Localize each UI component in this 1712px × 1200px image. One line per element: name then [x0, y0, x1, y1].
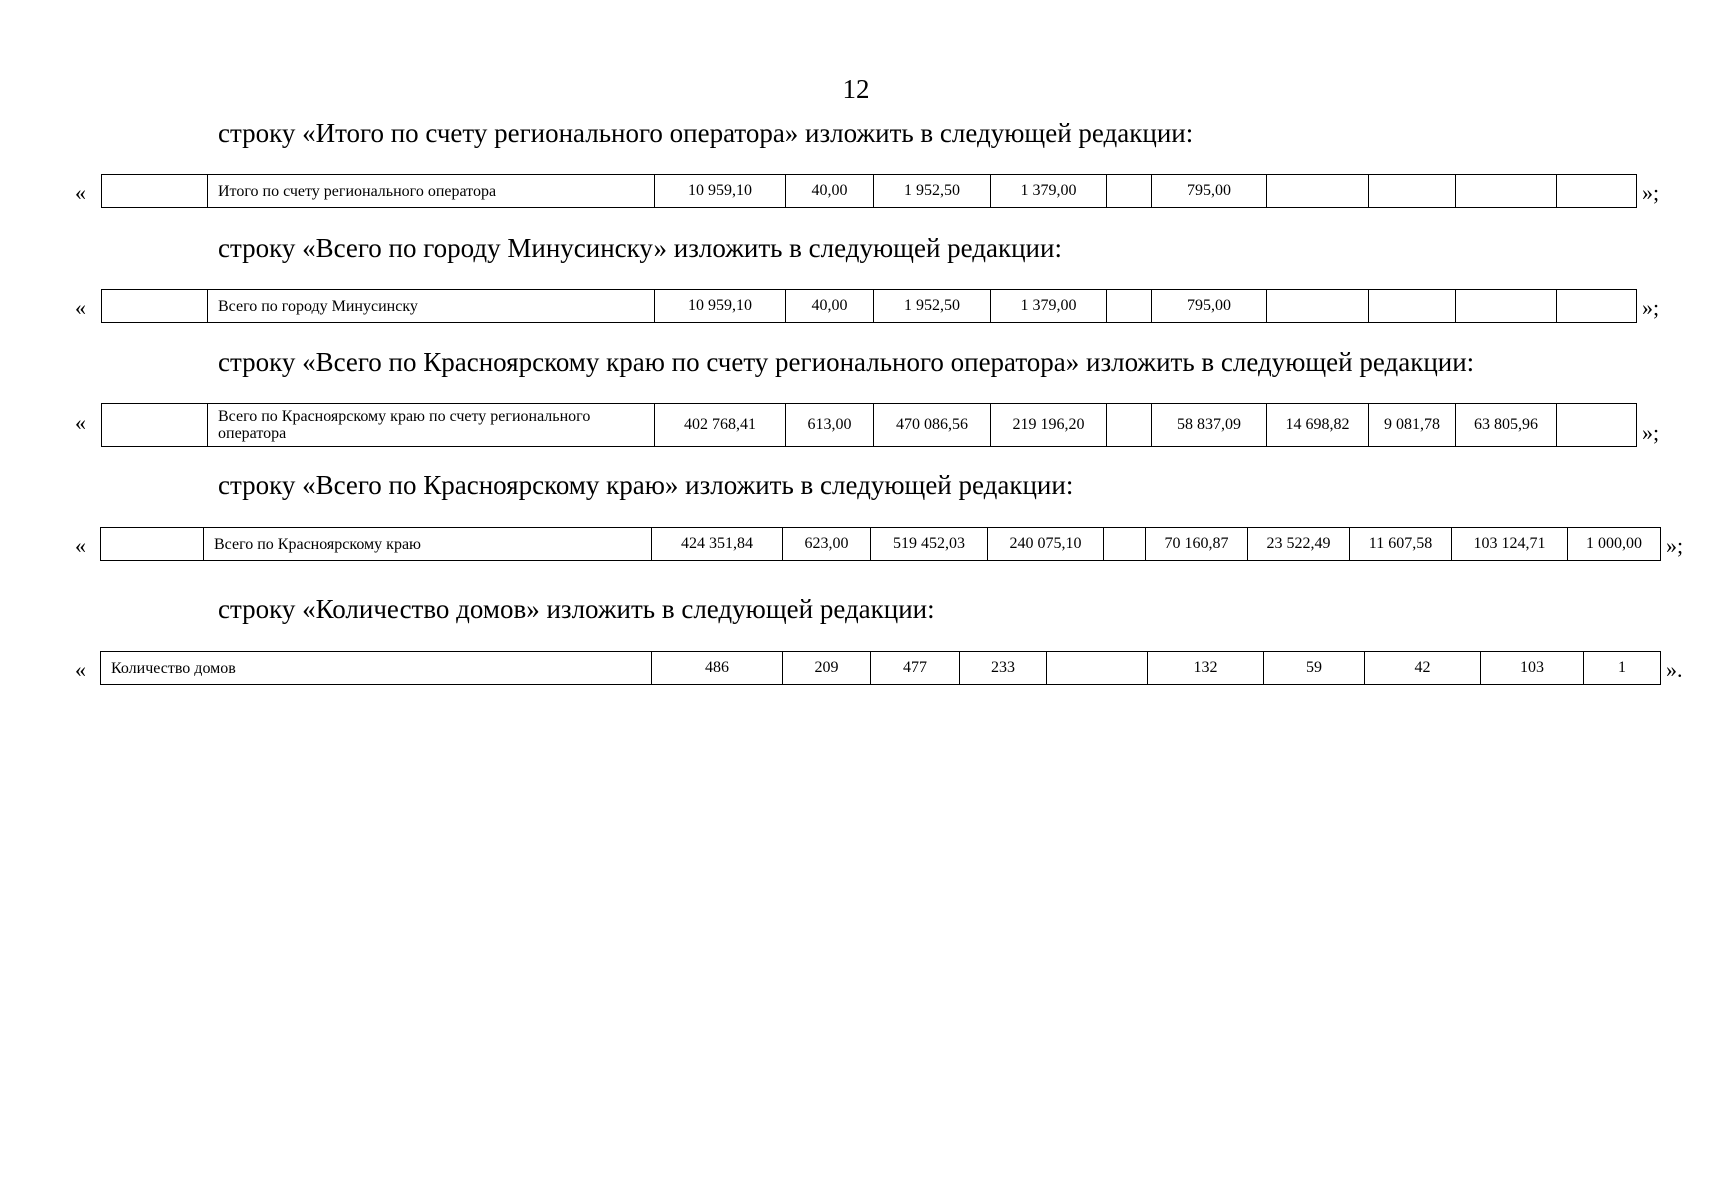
- table-cell: [1456, 290, 1557, 323]
- table-cell: 402 768,41: [655, 404, 786, 447]
- table-cell: 10 959,10: [655, 290, 786, 323]
- opening-quote: «: [75, 657, 86, 682]
- closing-quote: »;: [1666, 533, 1684, 558]
- table-cell: [1456, 175, 1557, 208]
- table-cell: 132: [1148, 652, 1264, 685]
- opening-quote: «: [75, 533, 86, 558]
- table-cell: 10 959,10: [655, 175, 786, 208]
- table-row: [102, 175, 1637, 208]
- table-cell: 103 124,71: [1452, 528, 1568, 561]
- table-cell: 240 075,10: [988, 528, 1104, 561]
- table-cell: [1369, 175, 1456, 208]
- closing-quote: »;: [1642, 295, 1660, 320]
- table-cell: 63 805,96: [1456, 404, 1557, 447]
- table-cell: 103: [1481, 652, 1584, 685]
- table-cell: 470 086,56: [874, 404, 991, 447]
- opening-quote: «: [75, 180, 86, 205]
- table-cell: [1107, 175, 1152, 208]
- instruction-text: строку «Количество домов» изложить в следующей редакции:: [218, 594, 935, 624]
- page-number: 12: [842, 74, 870, 104]
- table-row: [102, 290, 1637, 323]
- table-cell: [1107, 404, 1152, 447]
- table-cell: 795,00: [1152, 175, 1267, 208]
- row-label: Количество домов: [101, 652, 652, 685]
- table-cell: 70 160,87: [1146, 528, 1248, 561]
- table-cell: [1369, 290, 1456, 323]
- row-label: Всего по городу Минусинску: [208, 290, 655, 323]
- table-row: [102, 404, 1637, 447]
- closing-quote: »;: [1642, 180, 1660, 205]
- row-label: Итого по счету регионального оператора: [208, 175, 655, 208]
- table-cell: 9 081,78: [1369, 404, 1456, 447]
- table-cell: 1: [1584, 652, 1661, 685]
- table-cell: 59: [1264, 652, 1365, 685]
- table-cell: [1557, 175, 1637, 208]
- table-cell: [1557, 404, 1637, 447]
- amendment-table: [100, 527, 1661, 561]
- table-cell: [1267, 290, 1369, 323]
- amendment-table: [101, 403, 1637, 447]
- table-cell: 209: [783, 652, 871, 685]
- table-cell: 23 522,49: [1248, 528, 1350, 561]
- opening-quote: «: [75, 410, 86, 435]
- table-cell: 519 452,03: [871, 528, 988, 561]
- closing-quote: »;: [1642, 420, 1660, 445]
- row-label: Всего по Красноярскому краю: [204, 528, 652, 561]
- table-cell: 613,00: [786, 404, 874, 447]
- table-cell: 1 000,00: [1568, 528, 1661, 561]
- amendment-table: [101, 174, 1637, 208]
- table-cell: [101, 528, 204, 561]
- table-cell: 1 952,50: [874, 175, 991, 208]
- instruction-text: строку «Всего по Красноярскому краю по счету регионального оператора» изложить в следующей редакции:: [218, 347, 1475, 377]
- table-cell: [102, 175, 208, 208]
- amendment-table: [100, 651, 1661, 685]
- table-cell: 1 952,50: [874, 290, 991, 323]
- instruction-text: строку «Всего по городу Минусинску» изложить в следующей редакции:: [218, 233, 1062, 263]
- table-cell: 58 837,09: [1152, 404, 1267, 447]
- table-cell: [1047, 652, 1148, 685]
- table-cell: 233: [960, 652, 1047, 685]
- table-cell: [102, 404, 208, 447]
- table-cell: [102, 290, 208, 323]
- table-cell: 14 698,82: [1267, 404, 1369, 447]
- table-cell: [1107, 290, 1152, 323]
- table-cell: 795,00: [1152, 290, 1267, 323]
- table-cell: 486: [652, 652, 783, 685]
- table-cell: 219 196,20: [991, 404, 1107, 447]
- table-cell: 40,00: [786, 175, 874, 208]
- instruction-text: строку «Итого по счету регионального оператора» изложить в следующей редакции:: [218, 118, 1194, 148]
- table-row: [101, 528, 1661, 561]
- table-cell: 42: [1365, 652, 1481, 685]
- table-cell: 1 379,00: [991, 175, 1107, 208]
- table-cell: 40,00: [786, 290, 874, 323]
- table-cell: 11 607,58: [1350, 528, 1452, 561]
- table-row: [101, 652, 1661, 685]
- table-cell: 477: [871, 652, 960, 685]
- table-cell: [1557, 290, 1637, 323]
- table-cell: [1104, 528, 1146, 561]
- table-cell: [1267, 175, 1369, 208]
- table-cell: 623,00: [783, 528, 871, 561]
- row-label: Всего по Красноярскому краю по счету регионального оператора: [208, 404, 655, 447]
- closing-quote: ».: [1666, 657, 1683, 682]
- table-cell: 1 379,00: [991, 290, 1107, 323]
- instruction-text: строку «Всего по Красноярскому краю» изложить в следующей редакции:: [218, 470, 1074, 500]
- table-cell: 424 351,84: [652, 528, 783, 561]
- opening-quote: «: [75, 295, 86, 320]
- amendment-table: [101, 289, 1637, 323]
